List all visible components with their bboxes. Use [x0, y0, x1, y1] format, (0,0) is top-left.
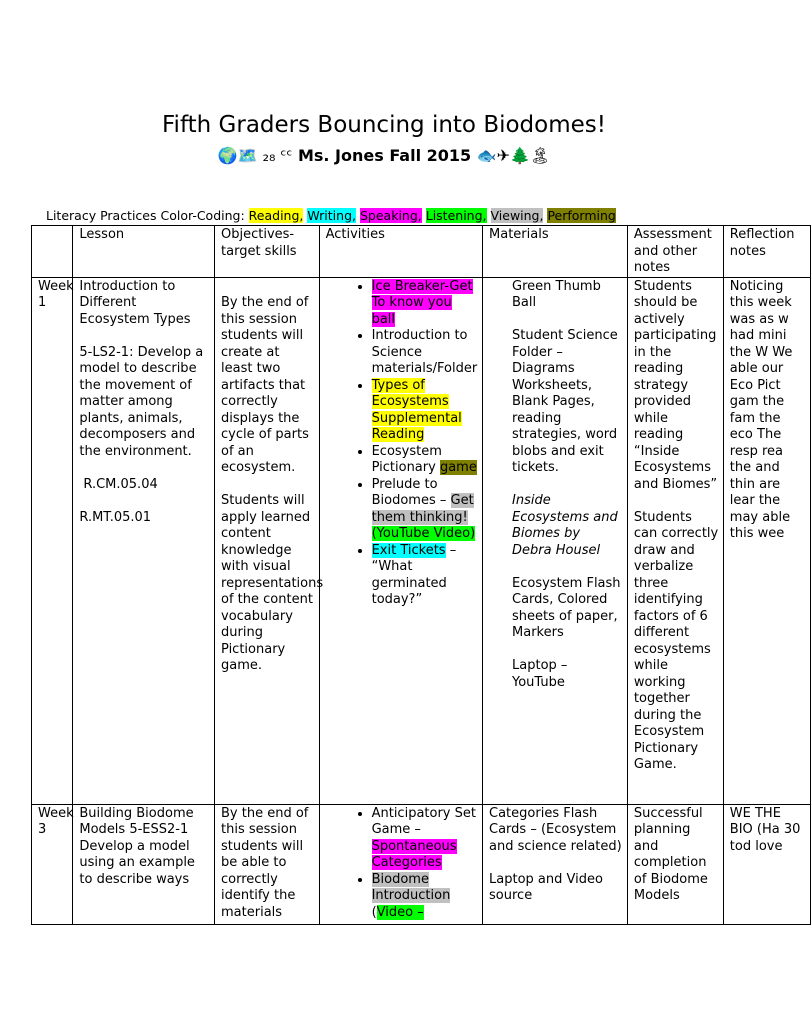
reflection-cell: WE THE BIO (Ha 30 tod love — [723, 804, 810, 924]
list-item: • Biodome Introduction (Video – — [372, 872, 478, 922]
material-2: Student Science Folder – Diagrams Worksheets, Blank Pages, reading strategies, word blobs and exit tickets. — [512, 328, 618, 475]
page-subtitle — [0, 146, 768, 165]
list-item: • Ecosystem Pictionary game — [372, 444, 478, 477]
lesson-rcm: R.CM.05.04 — [83, 476, 158, 492]
fish-plane-tree-icon: 🐟✈🌲🏝 — [476, 146, 551, 165]
header-materials: Materials — [483, 226, 628, 278]
globe-map-icon: 🌍🗺️ ₂₈ ᶜᶜ — [217, 146, 293, 165]
teacher-term: Ms. Jones Fall 2015 — [297, 146, 472, 165]
assessment-1: Students should be actively participating in the reading strategy provided while reading “Inside Ecosystems and Biomes” — [633, 278, 718, 492]
list-item: • Anticipatory Set Game – Spontaneous Categories — [372, 806, 478, 872]
list-item: • Prelude to Biodomes – Get them thinking! (YouTube Video) — [372, 477, 478, 543]
material-5: Laptop – YouTube — [512, 658, 568, 690]
week-label: Week 1 — [32, 277, 73, 804]
table-header-row — [32, 226, 811, 278]
lesson-cell: Building Biodome Models 5-ESS2-1 Develop a model using an example to describe ways — [73, 804, 215, 924]
objectives-cell — [215, 277, 324, 804]
activities-cell — [319, 804, 482, 924]
legend-reading: Reading, — [248, 208, 304, 223]
color-coding-legend — [46, 208, 616, 223]
lesson-standard: 5-LS2-1: Develop a model to describe the movement of matter among plants, animals, decomposers and the environment. — [79, 344, 204, 459]
legend-performing: Performing — [547, 208, 616, 223]
assessment-cell: Successful planning and completion of Biodome Models — [627, 804, 723, 924]
legend-writing: Writing, — [307, 208, 356, 223]
material-4: Ecosystem Flash Cards, Colored sheets of paper, Markers — [512, 575, 621, 640]
objectives-cell: By the end of this session students will be able to correctly identify the materials — [215, 804, 320, 924]
objective-1: By the end of this session students will create at least two artifacts that correctly displays the cycle of parts of an ecosystem. — [221, 295, 309, 475]
activities-cell — [319, 277, 482, 804]
legend-label: Literacy Practices Color-Coding: — [46, 208, 245, 223]
material-3: Inside Ecosystems and Biomes by Debra Housel — [512, 493, 618, 558]
legend-listening: Listening, — [425, 208, 487, 223]
lesson-title: Introduction to Different Ecosystem Types — [79, 278, 191, 327]
lesson-rmt: R.MT.05.01 — [79, 509, 152, 525]
materials-cell — [483, 804, 628, 924]
week-label: Week 3 — [32, 804, 73, 924]
table-row-week-3 — [32, 804, 811, 924]
activities-list — [326, 806, 478, 922]
activities-list — [326, 279, 478, 609]
materials-cell — [483, 277, 628, 804]
page-title: Fifth Graders Bouncing into Biodomes! — [162, 112, 606, 138]
assessment-2: Students can correctly draw and verbalize three identifying factors of 6 different ecosystems while working together during the Ecosystem Pictionary Game. — [633, 509, 719, 772]
table-row-week-1 — [32, 277, 811, 804]
material-2: Laptop and Video source — [489, 871, 603, 903]
list-item: • Types of Ecosystems Supplemental Reading — [372, 378, 478, 444]
header-lesson: Lesson — [73, 226, 215, 278]
list-item: • Introduction to Science materials/Folder — [372, 328, 478, 378]
header-assessment: Assessment and other notes — [627, 226, 723, 278]
material-1: Green Thumb Ball — [512, 278, 601, 310]
objective-2: Students will apply learned content knowledge with visual representations of the content vocabulary during Pictionary game. — [221, 493, 324, 673]
header-week — [32, 226, 73, 278]
material-1: Categories Flash Cards – (Ecosystem and science related) — [489, 805, 622, 854]
header-objectives: Objectives-target skills — [215, 226, 320, 278]
list-item: • Exit Tickets – “What germinated today?” — [372, 543, 478, 609]
legend-viewing: Viewing, — [490, 208, 544, 223]
list-item: • Ice Breaker-Get To know you ball — [372, 279, 478, 329]
header-reflection: Reflection notes — [723, 226, 810, 278]
lesson-cell — [73, 277, 215, 804]
reflection-cell: Noticing this week was as w had mini the W We able our Eco Pict gam the fam the eco The resp rea the and thin are lear the may able this wee — [723, 277, 810, 804]
lesson-plan-table — [31, 225, 811, 925]
legend-speaking: Speaking, — [359, 208, 422, 223]
assessment-cell — [627, 277, 723, 804]
header-activities: Activities — [319, 226, 482, 278]
